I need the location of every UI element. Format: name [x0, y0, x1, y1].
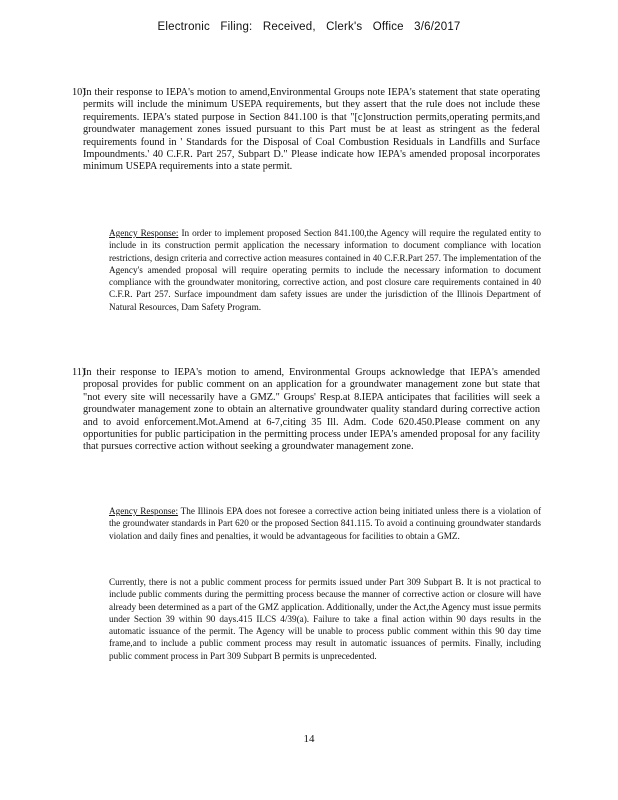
question-11: [72, 367, 540, 454]
response-paragraph: [109, 576, 541, 662]
response-text: The Illinois EPA does not foresee a corrective action being initiated unless there is a violation of the groundwater standards in Part 620 or the proposed Section 841.115. To avoid a continuing groundwater standards violation and daily fines and penalties, it would be advantageous for facilities to obtain a GMZ.: [109, 506, 541, 541]
question-number: 11): [72, 367, 86, 378]
question-text: In their response to IEPA's motion to amend, Environmental Groups acknowledge that IEPA's amended proposal provides for public comment on an application for a groundwater management zone but state that "not every site will necessarily have a GMZ." Groups' Resp.at 8.IEPA anticipates that facilities will seek a groundwater management zone to obtain an alternative groundwater quality standard during corrective action and to avoid enforcement.Mot.Amend at 6-7,citing 35 Ill. Adm. Code 620.450.Please comment on any opportunities for public participation in the permitting process under IEPA's amended proposal for any facility that pursues corrective action without seeking a groundwater management zone.: [83, 367, 540, 453]
question-text: In their response to IEPA's motion to amend,Environmental Groups note IEPA's statement that state operating permits will include the minimum USEPA requirements, but they assert that the rule does not include these requirements. IEPA's stated purpose in Section 841.100 is that "[c]onstruction permits,operating permits,and groundwater management zones issued pursuant to this Part must be at least as stringent as the federal requirements found in ' Standards for the Disposal of Coal Combustion Residuals in Landfills and Surface Impoundments.' 40 C.F.R. Part 257, Subpart D." Please indicate how IEPA's amended proposal incorporates minimum USEPA requirements into a state permit.: [83, 87, 540, 173]
response-text: Currently, there is not a public comment process for permits issued under Part 309 Subpart B. It is not practical to include public comments during the permitting process because the manner of corrective action or closure will have already been determined as a part of the GMZ application. Additionally, under the Act,the Agency must issue permits under Section 39 within 90 days.415 ILCS 4/39(a). Failure to take a final action within 90 days results in the automatic issuance of the permit. The Agency will be unable to process public comment within this 90 day time frame,and to include a public comment process may result in automatic issuances of permits. Finally, including public comment process in Part 309 Subpart B permits is unprecedented.: [109, 577, 541, 661]
response-label: Agency Response:: [109, 228, 179, 238]
page-number: 14: [303, 733, 315, 745]
question-10: [72, 87, 540, 174]
agency-response-11: [109, 505, 541, 542]
response-text: In order to implement proposed Section 841.100,the Agency will require the regulated entity to include in its construction permit application the necessary information to document compliance with location restrictions, design criteria and corrective action measures contained in 40 C.F.R.Part 257. The implementation of the Agency's amended proposal will require operating permits to include the necessary information to document compliance with the groundwater monitoring, corrective action, and post closure care requirements contained in 40 C.F.R. Part 257. Surface impoundment dam safety issues are under the jurisdiction of the Illinois Department of Natural Resources, Dam Safety Program.: [109, 228, 541, 312]
filing-header: Electronic Filing: Received, Clerk's Office 3/6/2017: [157, 21, 461, 33]
response-label: Agency Response:: [109, 506, 179, 516]
question-number: 10): [72, 87, 86, 98]
agency-response-10: [109, 227, 541, 313]
